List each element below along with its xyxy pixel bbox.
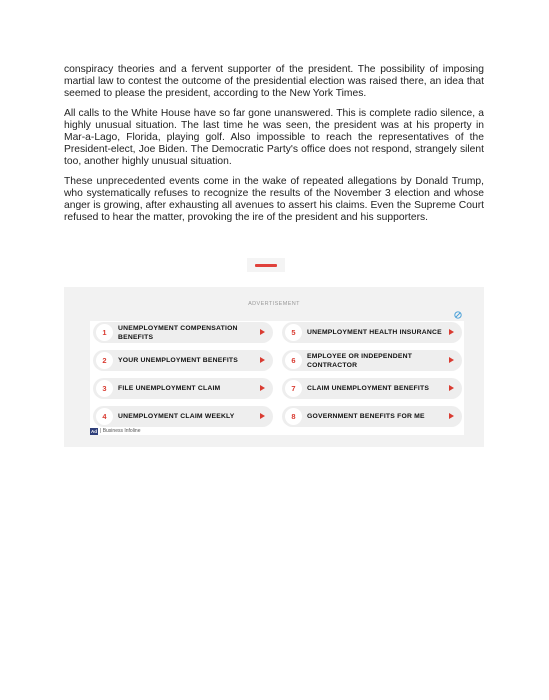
ad-item-label: UNEMPLOYMENT HEALTH INSURANCE <box>307 329 442 336</box>
ad-item-number: 2 <box>96 352 113 369</box>
section-divider <box>247 258 285 272</box>
ad-item-label: FILE UNEMPLOYMENT CLAIM <box>118 385 221 392</box>
ad-item-number: 3 <box>96 380 113 397</box>
divider-bar <box>255 264 277 267</box>
ad-item-label: CLAIM UNEMPLOYMENT BENEFITS <box>307 385 430 392</box>
ad-item-number: 7 <box>285 380 302 397</box>
ad-source: | Business Infoline <box>100 428 141 434</box>
play-arrow-icon <box>449 413 454 419</box>
play-arrow-icon <box>449 385 454 391</box>
ad-item-number: 4 <box>96 408 113 425</box>
advertisement-block <box>64 287 484 447</box>
ad-link-item[interactable] <box>93 350 273 371</box>
ad-link-item[interactable] <box>93 406 273 427</box>
play-arrow-icon <box>260 413 265 419</box>
ad-link-item[interactable] <box>93 378 273 399</box>
ad-label: ADVERTISEMENT <box>248 301 300 307</box>
ad-link-item[interactable] <box>282 322 462 343</box>
play-arrow-icon <box>449 329 454 335</box>
play-arrow-icon <box>449 357 454 363</box>
ad-item-label: UNEMPLOYMENT COMPENSATION BENEFITS <box>118 324 238 341</box>
ad-link-item[interactable] <box>282 378 462 399</box>
ad-badge: Ad <box>91 428 97 434</box>
ad-attribution[interactable] <box>90 427 141 435</box>
ad-item-number: 8 <box>285 408 302 425</box>
ad-links-panel <box>90 321 464 435</box>
ad-link-item[interactable] <box>93 322 273 343</box>
play-arrow-icon <box>260 385 265 391</box>
ad-item-number: 6 <box>285 352 302 369</box>
paragraph: These unprecedented events come in the wake of repeated allegations by Donald Trump, who systematically refuses to recognize the results of the November 3 election and whose anger is growing, after exhausting all avenues to assert his claims. Even the Supreme Court refused to hear the matter, provoking the ire of the president and his supporters. <box>64 176 484 223</box>
paragraph: conspiracy theories and a fervent supporter of the president. The possibility of imposing martial law to contest the outcome of the presidential election was raised there, an idea that seemed to please the president, according to the New York Times. <box>64 64 484 99</box>
paragraph: All calls to the White House have so far gone unanswered. This is complete radio silence, a highly unusual situation. The last time he was seen, the president was at his property in Mar-a-Lago, Florida, playing golf. Also impossible to reach the representatives of the President-elect, Joe Biden. The Democratic Party's office does not respond, strangely silent too, another highly unusual situation. <box>64 108 484 167</box>
ad-item-number: 5 <box>285 324 302 341</box>
ad-link-item[interactable] <box>282 350 462 371</box>
article-body <box>64 64 484 233</box>
ad-item-label: EMPLOYEE OR INDEPENDENT CONTRACTOR <box>307 352 413 369</box>
ad-link-item[interactable] <box>282 406 462 427</box>
ad-item-label: YOUR UNEMPLOYMENT BENEFITS <box>118 357 238 364</box>
ad-item-number: 1 <box>96 324 113 341</box>
ad-item-label: UNEMPLOYMENT CLAIM WEEKLY <box>118 413 235 420</box>
play-arrow-icon <box>260 357 265 363</box>
adchoices-icon[interactable] <box>454 311 462 319</box>
play-arrow-icon <box>260 329 265 335</box>
ad-item-label: GOVERNMENT BENEFITS FOR ME <box>307 413 425 420</box>
